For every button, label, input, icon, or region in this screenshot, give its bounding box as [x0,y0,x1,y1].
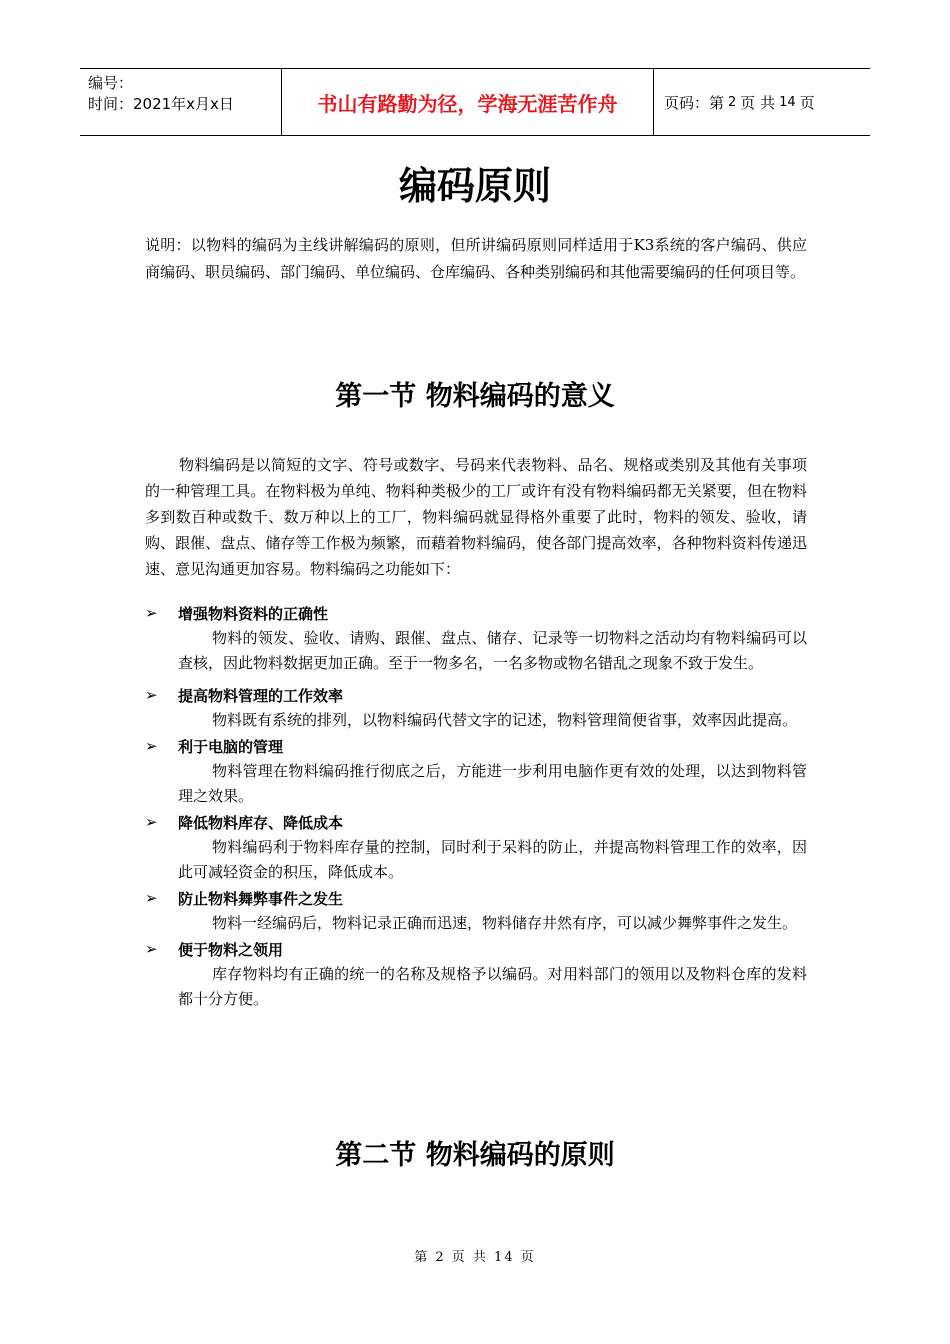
intro-note: 说明：以物料的编码为主线讲解编码的原则，但所讲编码原则同样适用于K3系统的客户编码、供应商编码、职员编码、部门编码、单位编码、仓库编码、各种类别编码和其他需要编码的任何项目等。 [145,236,807,281]
arrow-bullet-icon: ➢ [145,604,158,622]
list-item [145,682,807,733]
item-heading: 利于电脑的管理 [178,737,284,756]
section1-intro: 物料编码是以简短的文字、符号或数字、号码来代表物料、品名、规格或类别及其他有关事项的一种管理工具。在物料极为单纯、物料种类极少的工厂或许有没有物料编码都无关紧要，但在物料多到数百种或数千、数万种以上的工厂，物料编码就显得格外重要了此时，物料的领发、验收，请购、跟催、盘点、储存等工作极为频繁，而藉着物料编码，使各部门提高效率，各种物料资料传递迅速、意见沟通更加容易。物料编码之功能如下： [145,456,807,578]
page-header [80,68,870,136]
list-item [145,936,807,1012]
page-current: 2 [728,94,737,110]
arrow-bullet-icon: ➢ [145,940,158,958]
header-page-number [654,69,870,135]
item-body: 物料既有系统的排列，以物料编码代替文字的记述，物料管理简便省事，效率因此提高。 [212,711,798,729]
item-body: 物料管理在物料编码推行彻底之后，方能进一步利用电脑作更有效的处理，以达到物料管理之效果。 [178,762,807,805]
page-prefix: 页码：第 [664,93,725,112]
list-item [145,809,807,885]
code-label: 编号： [88,74,134,92]
page-footer: 第 2 页 共 14 页 [414,1250,536,1265]
item-heading: 增强物料资料的正确性 [178,604,329,623]
page-mid: 页 共 [740,93,776,112]
list-item [145,733,807,809]
arrow-bullet-icon: ➢ [145,686,158,704]
item-body: 物料编码利于物料库存量的控制，同时利于呆料的防止，并提高物料管理工作的效率，因此可减轻资金的积压，降低成本。 [178,838,807,881]
header-meta [80,69,282,135]
list-item [145,885,807,936]
section2-heading: 第二节 物料编码的原则 [335,1140,615,1171]
item-heading: 提高物料管理的工作效率 [178,686,344,705]
time-label: 时间：2021年x月x日 [88,95,234,113]
arrow-bullet-icon: ➢ [145,813,158,831]
header-motto: 书山有路勤为径，学海无涯苦作舟 [282,69,654,135]
item-body: 物料的领发、验收、请购、跟催、盘点、储存、记录等一切物料之活动均有物料编码可以查核，因此物料数据更加正确。至于一物多名，一名多物或物名错乱之现象不致于发生。 [178,629,807,672]
section1-heading: 第一节 物料编码的意义 [335,381,615,412]
list-item [145,600,807,676]
arrow-bullet-icon: ➢ [145,889,158,907]
item-body: 库存物料均有正确的统一的名称及规格予以编码。对用料部门的领用以及物料仓库的发料都十分方便。 [178,965,807,1008]
document-title: 编码原则 [398,164,551,208]
page-suffix: 页 [799,93,815,112]
item-heading: 降低物料库存、降低成本 [178,813,344,832]
item-body: 物料一经编码后，物料记录正确而迅速，物料储存井然有序，可以减少舞弊事件之发生。 [212,914,798,932]
page-total: 14 [779,94,796,110]
function-list [145,600,807,1012]
arrow-bullet-icon: ➢ [145,737,158,755]
item-heading: 防止物料舞弊事件之发生 [178,889,344,908]
item-heading: 便于物料之领用 [178,940,284,959]
